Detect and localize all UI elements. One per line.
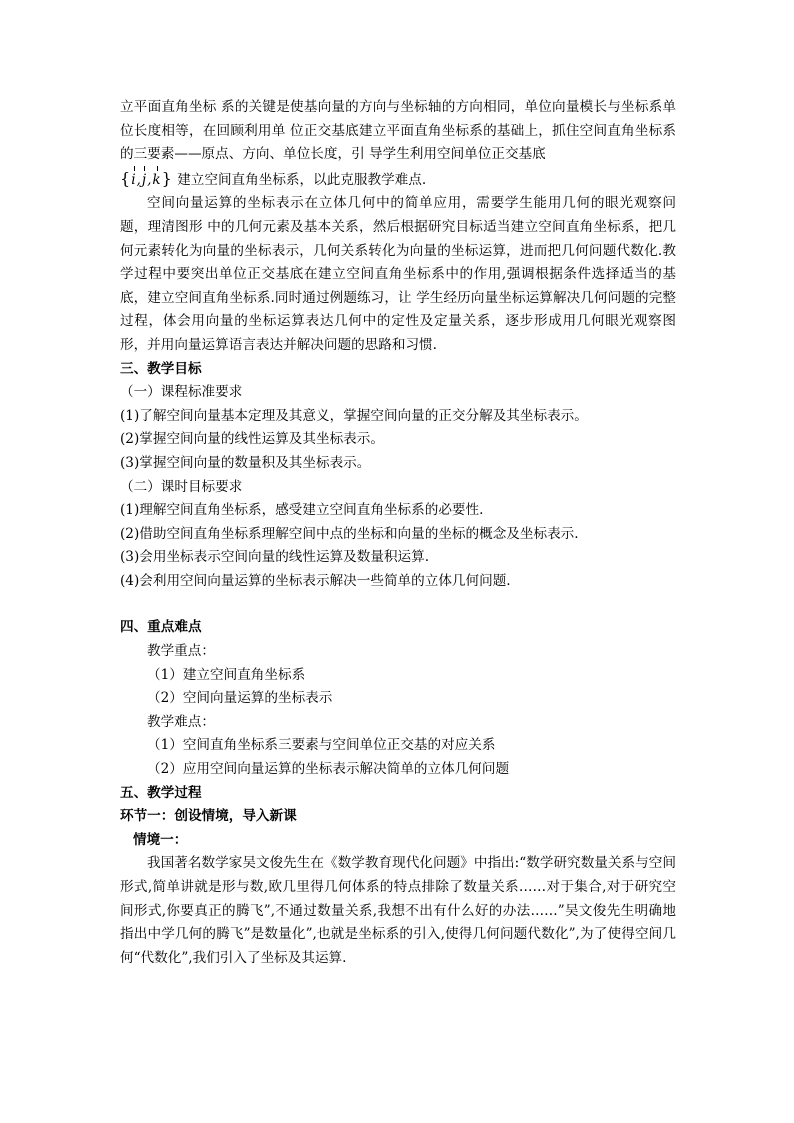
scenario-heading: 情境一： (133, 831, 188, 848)
vector-j: j (142, 169, 147, 193)
list-item: (1)理解空间直角坐标系，感受建立空间直角坐标系的必要性. (120, 502, 484, 519)
spacer (120, 593, 676, 616)
list-item: (3)会用坐标表示空间向量的线性运算及数量积运算. (120, 549, 430, 566)
vector-i: i (131, 169, 136, 193)
basis-line-text: 建立空间直角坐标系，以此克服教学难点. (177, 171, 427, 188)
vector-k: k (152, 169, 161, 193)
list-item: (3)掌握空间向量的数量积及其坐标表示。 (120, 454, 371, 471)
key-points-label: 教学重点： (147, 643, 215, 660)
list-item: （1）空间直角坐标系三要素与空间单位正交基的对应关系 (147, 737, 496, 754)
subheading-curriculum-standards: （一）课程标准要求 (120, 384, 243, 401)
list-item: （1）建立空间直角坐标系 (147, 666, 306, 683)
list-item: （2）空间向量运算的坐标表示 (147, 690, 333, 707)
difficulties-label: 教学难点： (147, 713, 215, 730)
scenario-paragraph: 我国著名数学家吴文俊先生在《数学教育现代化问题》中指出:“数学研究数量关系与空间形式,简单讲就是形与数,欧几里得几何体系的特点排除了数量关系……对于集合,对于研究空间形式,你要真正的腾飞”,不通过数量关系,我想不出有什么好的办法……”吴文俊先生明确地指出中学几何的腾飞”是数量化”,也就是坐标系的引入,使得几何问题代数化”,为了使得空间几何“代数化”,我们引入了坐标及其运算. (120, 855, 676, 966)
document-body (120, 96, 676, 970)
right-brace-symbol: } (161, 168, 173, 188)
orthonormal-basis-formula: {i,j,k} (120, 167, 173, 193)
subheading-lesson-goals: （二）课时目标要求 (120, 478, 243, 495)
intro-paragraph: 立平面直角坐标 系的关键是使基向量的方向与坐标轴的方向相同，单位向量模长与坐标系单位长度相等，在回顾利用单 位正交基底建立平面直角坐标系的基础上，抓住空间直角坐标系的三要素——原点、方向、单位长度，引 导学生利用空间单位正交基底 (120, 99, 676, 163)
list-item: (2)借助空间直角坐标系理解空间中点的坐标和向量的坐标的概念及坐标表示. (120, 525, 579, 542)
application-paragraph: 空间向量运算的坐标表示在立体几何中的简单应用，需要学生能用几何的眼光观察问题，理清图形 中的几何元素及基本关系，然后根据研究目标适当建立空间直角坐标系，把几何元素转化为向量的坐标表示，几何关系转化为向量的坐标运算，进而把几何问题代数化.教学过程中要突出单位正交基底在建立空间直角坐标系中的作用,强调根据条件选择适当的基底，建立空间直角坐标系.同时通过例题练习，让 学生经历向量坐标运算解决几何问题的完整过程，体会用向量的坐标运算表达几何中的定性及定量关系，逐步形成用几何眼光观察图形，并用向量运算语言表达并解决问题的思路和习惯. (120, 195, 676, 353)
section-heading-process: 五、教学过程 (120, 784, 202, 801)
left-brace-symbol: { (120, 168, 132, 188)
list-item: (1)了解空间向量基本定理及其意义，掌握空间向量的正交分解及其坐标表示。 (120, 407, 588, 424)
section-heading-key-points: 四、重点难点 (120, 619, 202, 636)
list-item: （2）应用空间向量运算的坐标表示解决简单的立体几何问题 (147, 761, 510, 778)
basis-line (120, 167, 676, 193)
list-item: (4)会利用空间向量运算的坐标表示解决一些简单的立体几何问题. (120, 572, 511, 589)
step-heading: 环节一：创设情境，导入新课 (120, 808, 297, 825)
section-heading-objectives: 三、教学目标 (120, 360, 202, 377)
list-item: (2)掌握空间向量的线性运算及其坐标表示。 (120, 431, 384, 448)
